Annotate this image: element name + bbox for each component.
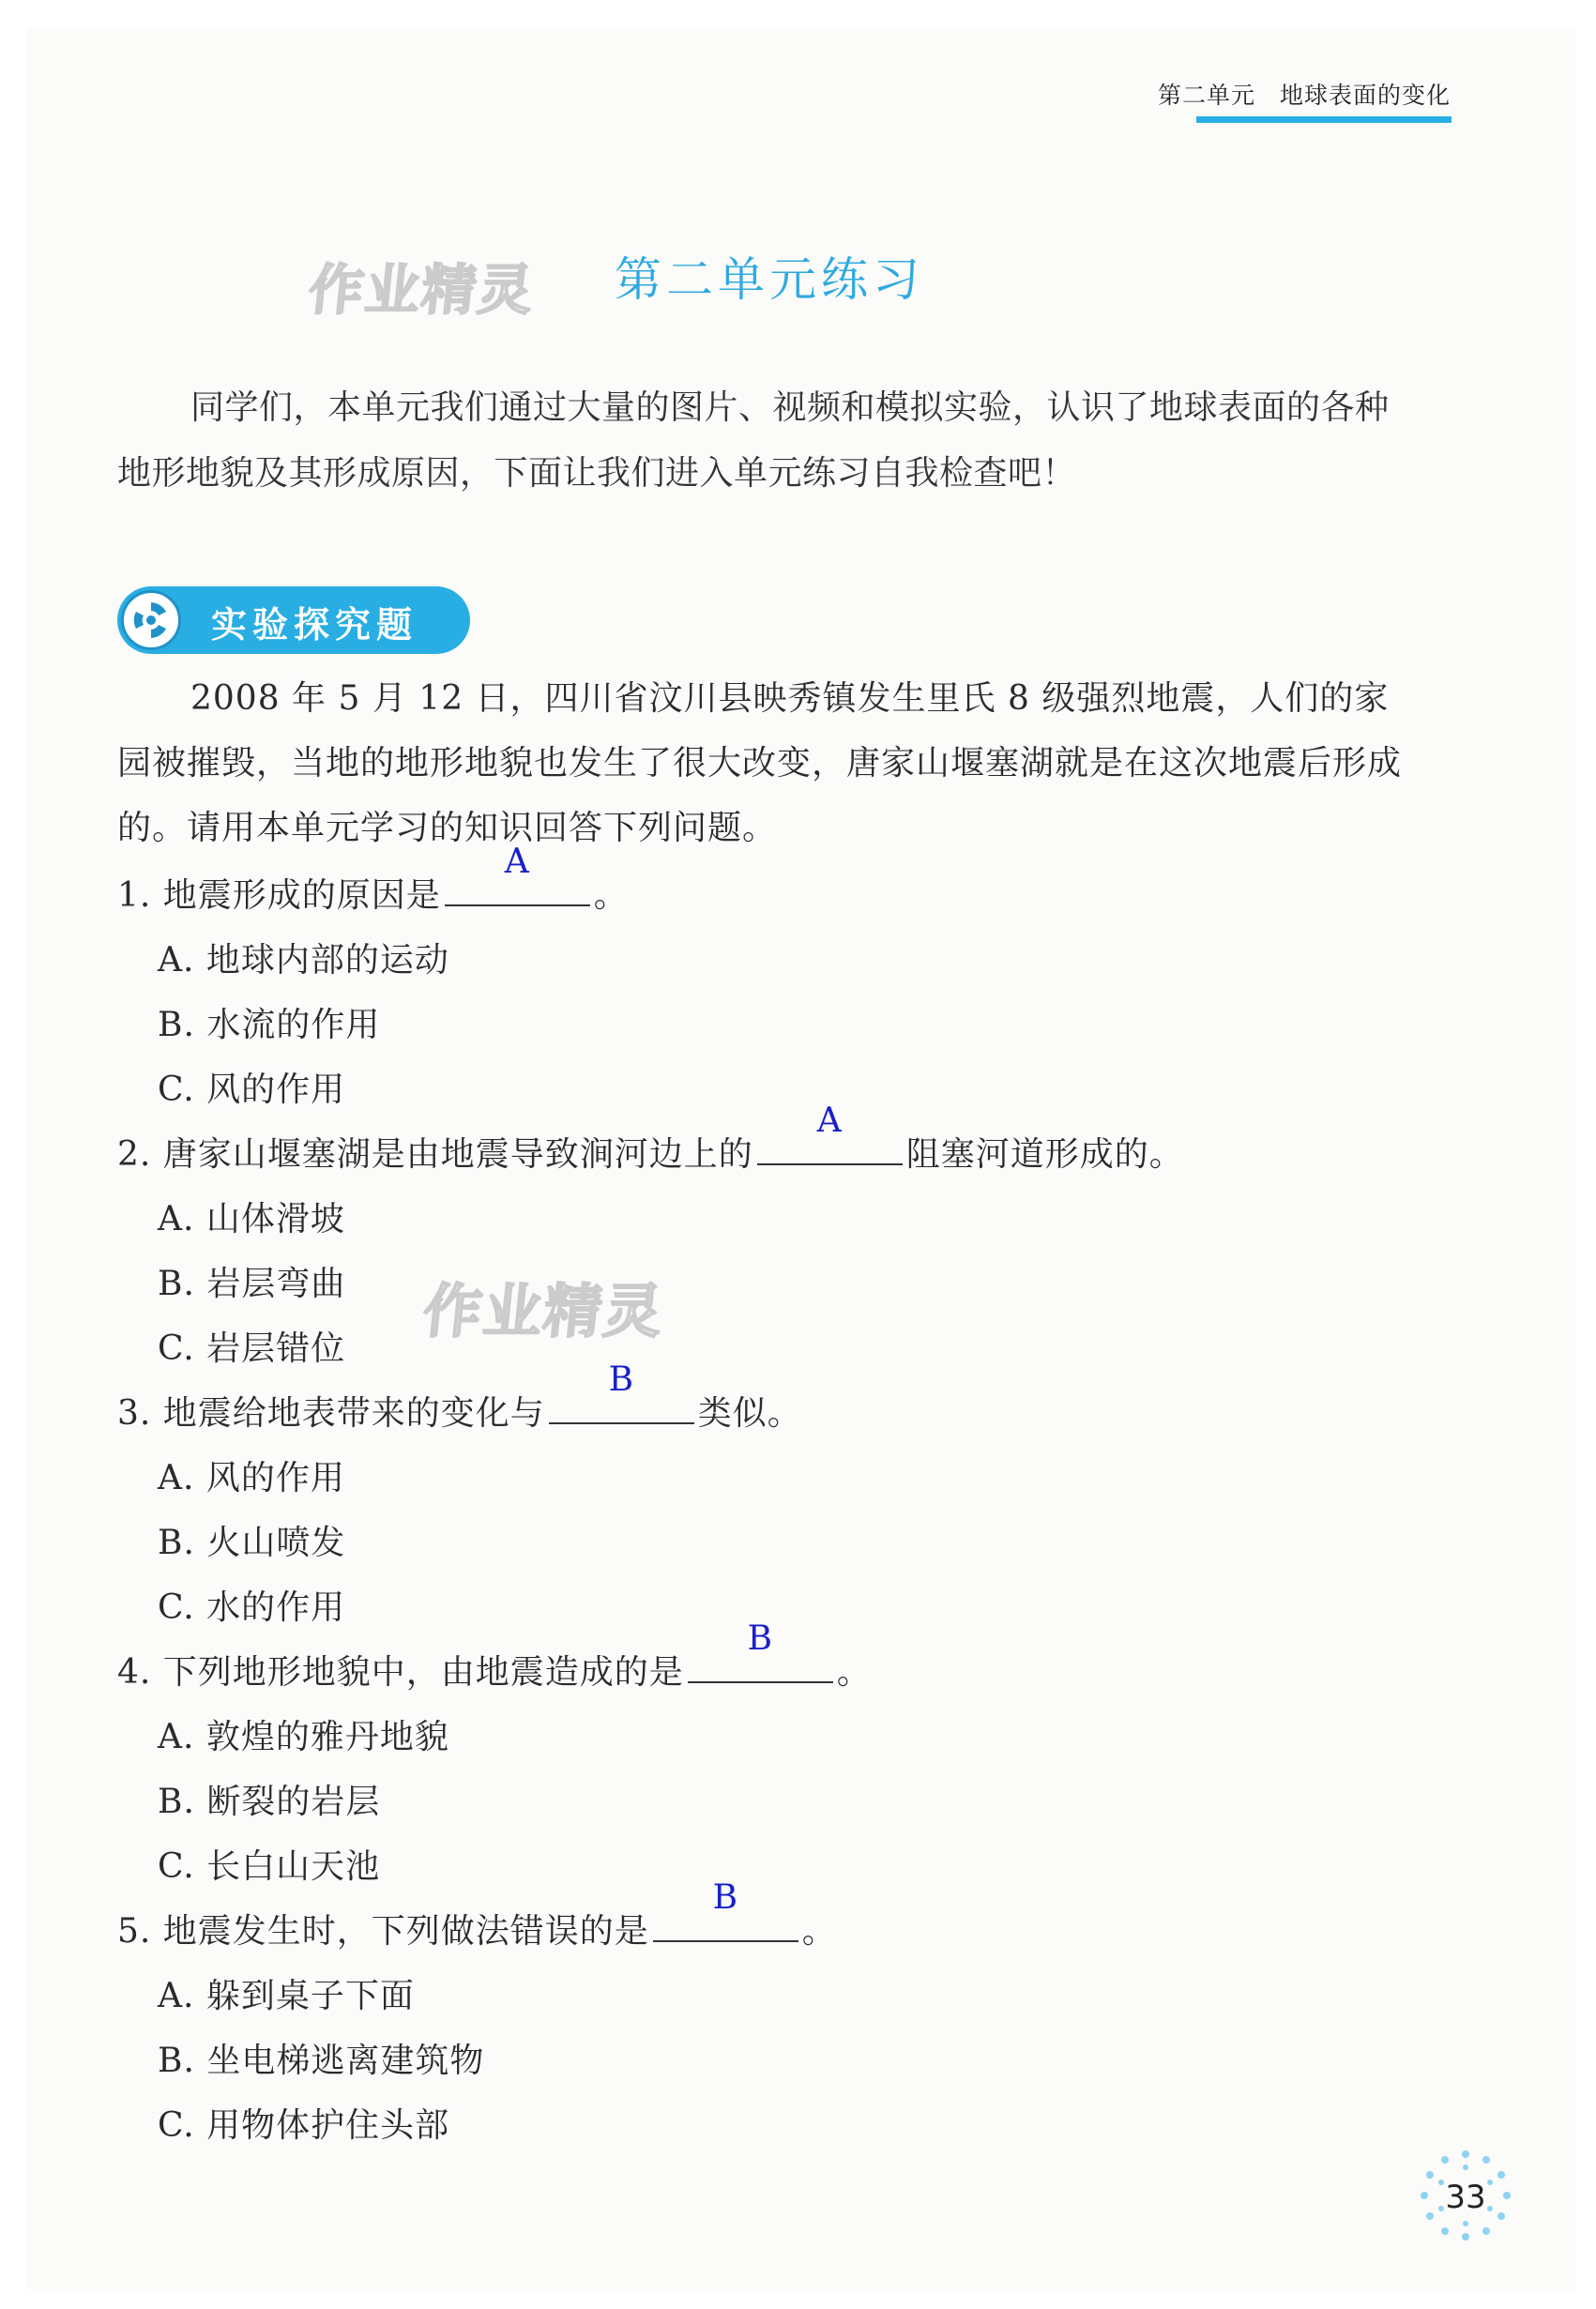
option: B. 岩层弯曲 [158,1265,346,1303]
option: B. 水流的作用 [158,1006,381,1044]
handwritten-answer: B [712,1878,739,1917]
option: C. 岩层错位 [158,1329,346,1368]
option: A. 风的作用 [158,1459,345,1497]
page-title: 第二单元练习 [615,252,924,307]
answer-blank [549,1360,694,1424]
watermark: 作业精灵 [305,258,539,322]
question-suffix: 。 [801,1912,837,1951]
section-label: 实验探究题 [211,604,418,646]
answer-blank [653,1878,798,1942]
question-text: 3. 地震给地表带来的变化与 [117,1394,545,1433]
answer-blank [445,843,590,906]
option: A. 地球内部的运动 [158,941,449,980]
page-number-badge [1419,2149,1512,2242]
option: C. 长白山天池 [158,1847,381,1886]
option: C. 水的作用 [158,1588,346,1627]
header-rule [1196,116,1452,123]
question-suffix: 。 [593,876,629,915]
option: A. 山体滑坡 [158,1200,345,1238]
header-unit: 第二单元 [1157,82,1255,109]
option: B. 火山喷发 [158,1524,346,1562]
question-text: 2. 唐家山堰塞湖是由地震导致涧河边上的 [117,1135,753,1174]
question-suffix: 阻塞河道形成的。 [905,1135,1184,1174]
question-text: 1. 地震形成的原因是 [117,876,441,915]
answer-blank [688,1619,833,1683]
question-5 [117,1878,837,1952]
running-header [1158,77,1451,111]
question-2 [117,1101,1184,1176]
question-text: 4. 下列地形地貌中，由地震造成的是 [117,1653,684,1692]
option: C. 风的作用 [158,1071,346,1109]
question-4 [117,1619,872,1694]
handwritten-answer: A [504,843,530,881]
option: A. 躲到桌子下面 [158,1977,415,2015]
handwritten-answer: B [747,1619,774,1658]
question-suffix: 类似。 [697,1394,802,1433]
question-text: 5. 地震发生时，下列做法错误的是 [117,1912,649,1951]
intro-paragraph: 同学们，本单元我们通过大量的图片、视频和模拟实验，认识了地球表面的各种地形地貌及其形成原因，下面让我们进入单元练习自我检查吧！ [117,388,1390,493]
question-suffix: 。 [836,1653,872,1692]
option: B. 断裂的岩层 [158,1783,381,1821]
page-number: 33 [1445,2179,1486,2216]
option: A. 敦煌的雅丹地貌 [158,1718,449,1756]
answer-blank [757,1101,903,1165]
option: B. 坐电梯逃离建筑物 [158,2042,485,2080]
handwritten-answer: A [816,1101,843,1140]
handwritten-answer: B [608,1360,635,1399]
question-1 [117,843,629,917]
watermark: 作业精灵 [419,1277,668,1345]
header-topic: 地球表面的变化 [1279,82,1451,109]
section-banner [117,586,470,654]
passage: 2008 年 5 月 12 日，四川省汶川县映秀镇发生里氏 8 级强烈地震，人们的家园被摧毁，当地的地形地貌也发生了很大改变，唐家山堰塞湖就是在这次地震后形成的。请用本单元学习的知识回答下列问题。 [117,679,1403,847]
question-3 [117,1360,802,1435]
option: C. 用物体护住头部 [158,2106,450,2145]
experiment-icon [121,590,181,650]
